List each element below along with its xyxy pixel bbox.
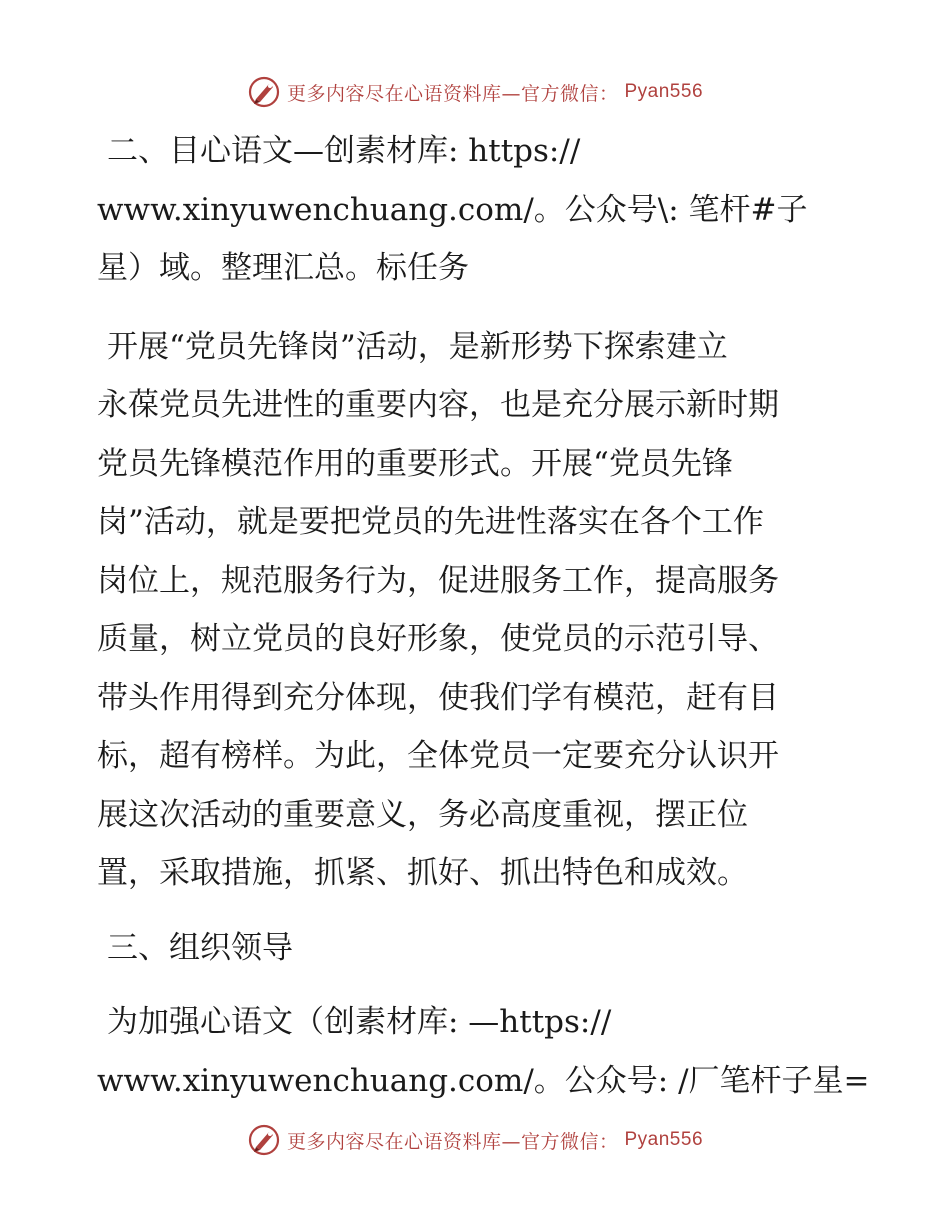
text-line: 质量，树立党员的良好形象，使党员的示范引导、 — [97, 621, 779, 657]
section-heading-2 — [97, 122, 857, 298]
watermark-text: 更多内容尽在心语资料库—官方微信： — [286, 82, 619, 105]
section-heading-3 — [97, 919, 857, 978]
text-line: 星）域。整理汇总。标任务 — [97, 250, 469, 286]
watermark-wechat-id: Pyan556 — [624, 81, 704, 102]
text-line: www.xinyuwenchuang.com/。公众号\: 笔杆#子 — [97, 191, 808, 228]
text-line: 置，采取措施，抓紧、抓好、抓出特色和成效。 — [97, 855, 748, 891]
watermark-wechat-id: Pyan556 — [624, 1129, 704, 1150]
text-line: 带头作用得到充分体现，使我们学有模范，赶有目 — [97, 679, 779, 716]
text-line: 岗位上，规范服务行为，促进服务工作，提高服务 — [97, 562, 779, 599]
body-paragraph — [97, 318, 857, 903]
text-line: 为加强心语文（创素材库: —https:// — [107, 1004, 612, 1040]
text-line: 展这次活动的重要意义，务必高度重视，摆正位 — [97, 796, 748, 833]
text-line: www.xinyuwenchuang.com/。公众号: /厂笔杆子星= — [97, 1062, 870, 1099]
text-line: 岗”活动，就是要把党员的先进性落实在各个工作 — [97, 504, 764, 540]
body-paragraph — [97, 993, 870, 1110]
footer-watermark — [0, 1120, 950, 1160]
text-line: 开展“党员先锋岗”活动，是新形势下探索建立 — [107, 328, 728, 365]
document-body — [97, 122, 870, 1110]
text-line: 三、组织领导 — [107, 929, 293, 966]
text-line: 永葆党员先进性的重要内容，也是充分展示新时期 — [97, 387, 779, 423]
pen-logo-icon — [247, 1123, 281, 1157]
text-line: 党员先锋模范作用的重要形式。开展“党员先锋 — [97, 445, 733, 482]
header-watermark — [0, 72, 950, 112]
text-line: 标，超有榜样。为此，全体党员一定要充分认识开 — [97, 738, 779, 774]
text-line: 二、目心语文—创素材库: https:// — [107, 133, 581, 169]
pen-logo-icon — [247, 75, 281, 109]
watermark-text: 更多内容尽在心语资料库—官方微信： — [286, 1130, 619, 1153]
